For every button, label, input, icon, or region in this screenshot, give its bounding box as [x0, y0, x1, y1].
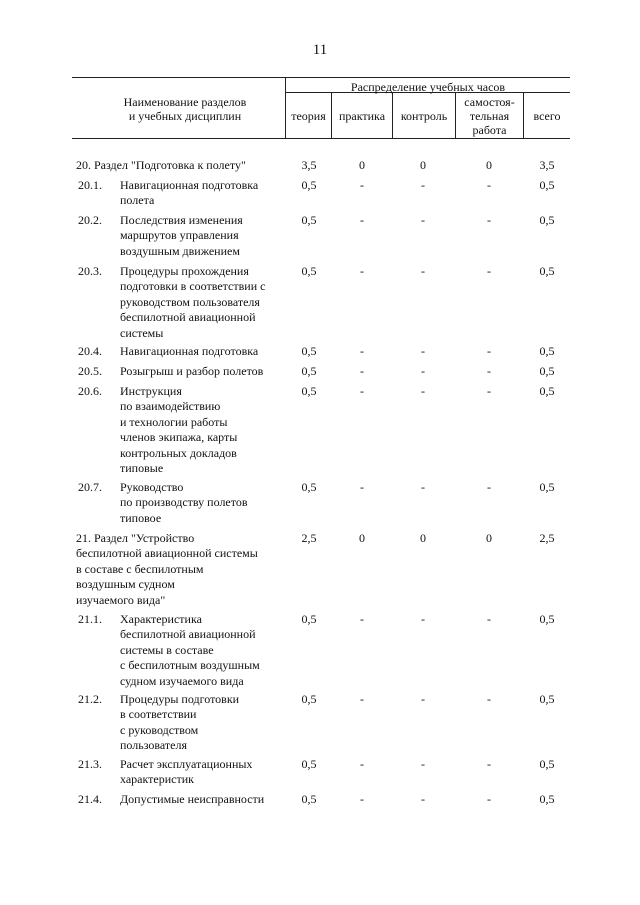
cell-total: 0,5 — [539, 213, 555, 227]
cell-control: 0 — [420, 158, 426, 172]
cell-self-study: - — [487, 792, 491, 806]
header-name-col: Наименование разделов и учебных дисциплин — [123, 95, 247, 123]
cell-total: 0,5 — [539, 692, 555, 706]
cell-total: 0,5 — [539, 480, 555, 494]
cell-theory: 0,5 — [301, 264, 317, 278]
row-number: 20.6. — [78, 384, 102, 398]
cell-practice: - — [360, 384, 364, 398]
cell-control: 0 — [420, 531, 426, 545]
cell-theory: 3,5 — [301, 158, 317, 172]
row-number: 20.7. — [78, 480, 102, 494]
cell-control: - — [421, 213, 425, 227]
cell-control: - — [421, 757, 425, 771]
cell-self-study: 0 — [486, 158, 492, 172]
header-bottom-rule — [72, 138, 570, 139]
cell-practice: - — [360, 213, 364, 227]
row-title: Руководство по производству полетов типовое — [120, 480, 248, 525]
row-title: Последствия изменения маршрутов управления воздушным движением — [120, 213, 243, 258]
row-number: 21.1. — [78, 612, 102, 626]
page-number: 11 — [312, 42, 328, 58]
cell-self-study: - — [487, 384, 491, 398]
cell-practice: - — [360, 757, 364, 771]
cell-control: - — [421, 692, 425, 706]
header-col-practice: практика — [338, 109, 386, 123]
row-number: 20.5. — [78, 364, 102, 378]
row-title: 20. Раздел "Подготовка к полету" — [76, 158, 246, 172]
cell-control: - — [421, 480, 425, 494]
row-title: Процедуры прохождения подготовки в соответствии с руководством пользователя беспилотной авиационной системы — [120, 264, 266, 340]
row-title: Навигационная подготовка полета — [120, 178, 259, 208]
header-col-theory: теория — [291, 109, 326, 123]
cell-theory: 0,5 — [301, 480, 317, 494]
row-number: 20.2. — [78, 213, 102, 227]
cell-theory: 0,5 — [301, 384, 317, 398]
cell-control: - — [421, 612, 425, 626]
row-title: Навигационная подготовка — [120, 344, 259, 358]
cell-self-study: - — [487, 692, 491, 706]
cell-practice: - — [360, 612, 364, 626]
cell-total: 0,5 — [539, 384, 555, 398]
cell-theory: 0,5 — [301, 178, 317, 192]
cell-self-study: - — [487, 612, 491, 626]
row-title: Инструкция по взаимодействию и технологии работы членов экипажа, карты контрольных докладов типовые — [120, 384, 238, 476]
header-col-self-study: самостоя- тельная работа — [464, 95, 515, 137]
cell-practice: 0 — [359, 531, 365, 545]
cell-theory: 0,5 — [301, 612, 317, 626]
cell-theory: 0,5 — [301, 792, 317, 806]
cell-self-study: - — [487, 213, 491, 227]
cell-total: 3,5 — [539, 158, 555, 172]
cell-self-study: - — [487, 344, 491, 358]
cell-control: - — [421, 178, 425, 192]
header-col-control: контроль — [400, 109, 448, 123]
row-title: Допустимые неисправности — [120, 792, 265, 806]
table-top-rule — [72, 77, 570, 78]
cell-total: 0,5 — [539, 264, 555, 278]
cell-practice: - — [360, 792, 364, 806]
cell-self-study: - — [487, 480, 491, 494]
header-col-total: всего — [533, 109, 561, 123]
cell-total: 0,5 — [539, 792, 555, 806]
cell-practice: - — [360, 692, 364, 706]
cell-control: - — [421, 264, 425, 278]
row-number: 21.3. — [78, 757, 102, 771]
row-number: 20.3. — [78, 264, 102, 278]
cell-practice: - — [360, 364, 364, 378]
cell-total: 0,5 — [539, 364, 555, 378]
cell-self-study: - — [487, 757, 491, 771]
cell-practice: - — [360, 178, 364, 192]
cell-total: 0,5 — [539, 178, 555, 192]
cell-theory: 0,5 — [301, 364, 317, 378]
cell-total: 0,5 — [539, 612, 555, 626]
cell-theory: 0,5 — [301, 213, 317, 227]
row-title: Характеристика беспилотной авиационной системы в составе с беспилотным воздушным судном изучаемого вида — [120, 612, 260, 688]
cell-self-study: - — [487, 264, 491, 278]
cell-practice: - — [360, 264, 364, 278]
cell-control: - — [421, 792, 425, 806]
cell-practice: - — [360, 344, 364, 358]
cell-theory: 0,5 — [301, 757, 317, 771]
row-number: 21.4. — [78, 792, 102, 806]
cell-theory: 2,5 — [301, 531, 317, 545]
cell-theory: 0,5 — [301, 344, 317, 358]
cell-self-study: - — [487, 178, 491, 192]
cell-total: 2,5 — [539, 531, 555, 545]
cell-practice: - — [360, 480, 364, 494]
row-title: Расчет эксплуатационных характеристик — [120, 757, 253, 787]
row-title: 21. Раздел "Устройство беспилотной авиационной системы в составе с беспилотным воздушным судном изучаемого вида" — [76, 531, 258, 607]
cell-self-study: 0 — [486, 531, 492, 545]
cell-total: 0,5 — [539, 344, 555, 358]
row-number: 20.1. — [78, 178, 102, 192]
cell-total: 0,5 — [539, 757, 555, 771]
row-title: Розыгрыш и разбор полетов — [120, 364, 264, 378]
cell-control: - — [421, 344, 425, 358]
row-title: Процедуры подготовки в соответствии с руководством пользователя — [120, 692, 240, 753]
row-number: 20.4. — [78, 344, 102, 358]
cell-practice: 0 — [359, 158, 365, 172]
cell-control: - — [421, 384, 425, 398]
cell-control: - — [421, 364, 425, 378]
header-distribution: Распределение учебных часов — [350, 80, 506, 94]
cell-self-study: - — [487, 364, 491, 378]
row-number: 21.2. — [78, 692, 102, 706]
cell-theory: 0,5 — [301, 692, 317, 706]
